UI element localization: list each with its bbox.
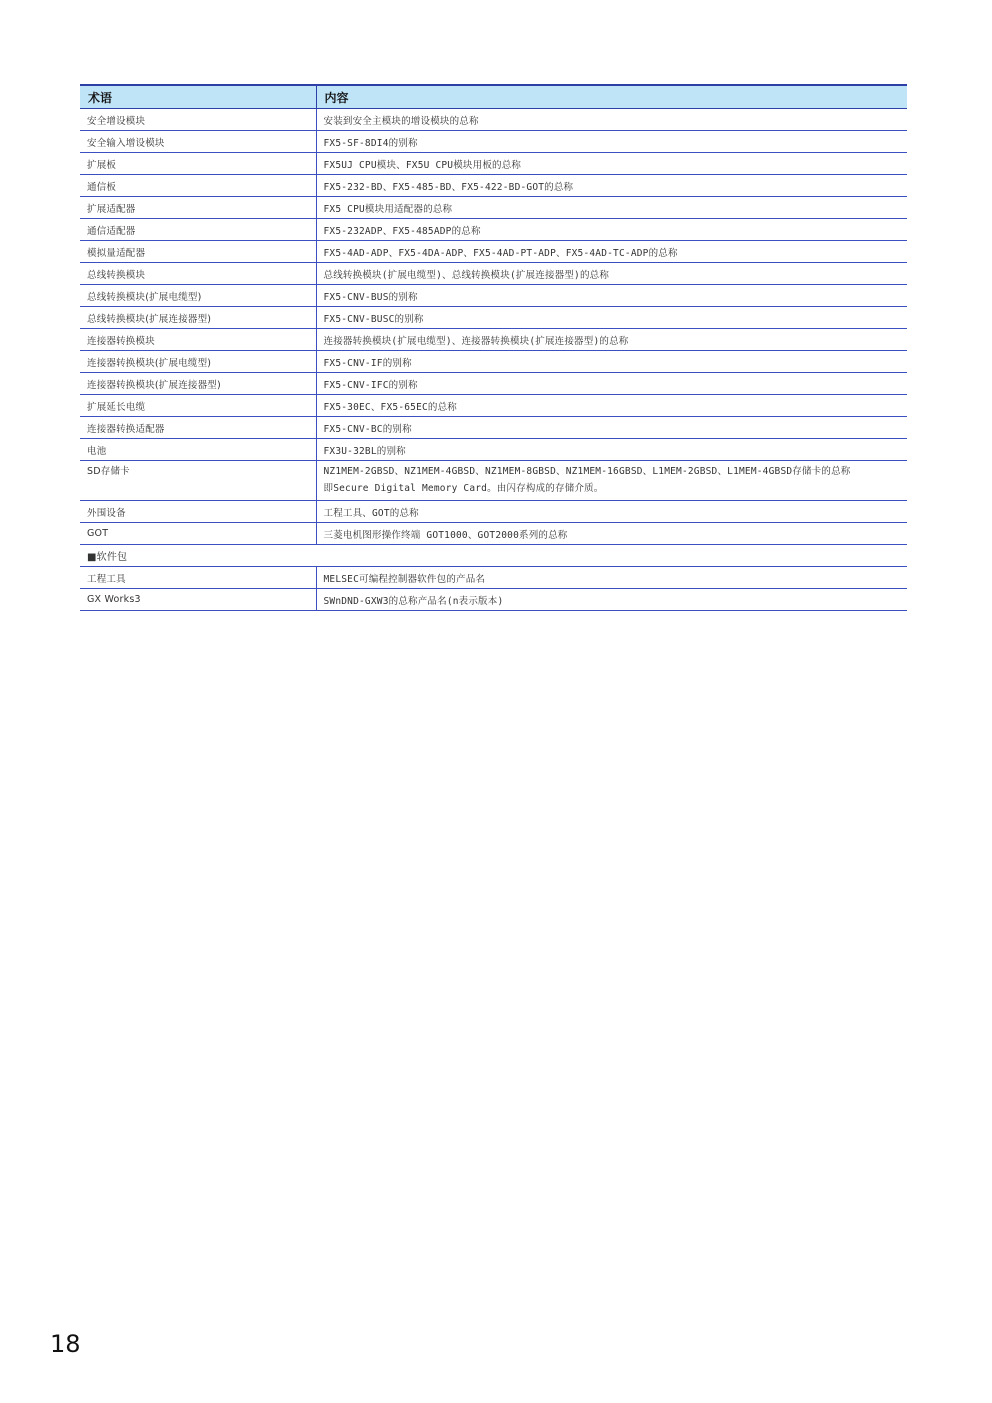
table-row <box>80 417 907 439</box>
description-cell <box>316 461 907 501</box>
table-row <box>80 263 907 285</box>
term-cell: 扩展延长电缆 <box>80 395 316 417</box>
term-cell: 连接器转换模块 <box>80 329 316 351</box>
table-row <box>80 589 907 611</box>
description-cell: 总线转换模块(扩展电缆型)、总线转换模块(扩展连接器型)的总称 <box>316 263 907 285</box>
section-heading: ■软件包 <box>80 545 907 567</box>
description-cell: FX3U-32BL的别称 <box>316 439 907 461</box>
glossary-table <box>80 84 907 611</box>
term-cell: 扩展适配器 <box>80 197 316 219</box>
term-cell: 模拟量适配器 <box>80 241 316 263</box>
table-row <box>80 373 907 395</box>
section-heading-row <box>80 545 907 567</box>
table-row <box>80 131 907 153</box>
description-cell: FX5-CNV-BC的别称 <box>316 417 907 439</box>
term-cell: 电池 <box>80 439 316 461</box>
term-cell: 连接器转换模块(扩展电缆型) <box>80 351 316 373</box>
table-row <box>80 219 907 241</box>
term-cell: 连接器转换模块(扩展连接器型) <box>80 373 316 395</box>
term-cell: 安全输入增设模块 <box>80 131 316 153</box>
term-cell: 安全增设模块 <box>80 109 316 131</box>
term-cell: 扩展板 <box>80 153 316 175</box>
term-cell: GOT <box>80 523 316 545</box>
table-row <box>80 285 907 307</box>
term-cell: 工程工具 <box>80 567 316 589</box>
table-row <box>80 523 907 545</box>
description-cell: 工程工具、GOT的总称 <box>316 501 907 523</box>
description-cell: FX5 CPU模块用适配器的总称 <box>316 197 907 219</box>
description-cell: 安装到安全主模块的增设模块的总称 <box>316 109 907 131</box>
table-row <box>80 241 907 263</box>
table-row <box>80 109 907 131</box>
table-row <box>80 197 907 219</box>
description-cell: FX5-CNV-BUSC的别称 <box>316 307 907 329</box>
description-cell: MELSEC可编程控制器软件包的产品名 <box>316 567 907 589</box>
description-cell: FX5-232ADP、FX5-485ADP的总称 <box>316 219 907 241</box>
description-line: 即Secure Digital Memory Card。由闪存构成的存储介质。 <box>323 483 604 494</box>
table-header-row <box>80 85 907 109</box>
term-cell: 通信适配器 <box>80 219 316 241</box>
term-cell: 通信板 <box>80 175 316 197</box>
table-row <box>80 461 907 501</box>
table-row <box>80 567 907 589</box>
description-cell: SWnDND-GXW3的总称产品名(n表示版本) <box>316 589 907 611</box>
description-cell: 连接器转换模块(扩展电缆型)、连接器转换模块(扩展连接器型)的总称 <box>316 329 907 351</box>
table-row <box>80 329 907 351</box>
term-cell: 外围设备 <box>80 501 316 523</box>
description-line: NZ1MEM-2GBSD、NZ1MEM-4GBSD、NZ1MEM-8GBSD、NZ1MEM-16GBSD、L1MEM-2GBSD、L1MEM-4GBSD存储卡的总称 <box>323 466 851 477</box>
description-cell: FX5-4AD-ADP、FX5-4DA-ADP、FX5-4AD-PT-ADP、FX5-4AD-TC-ADP的总称 <box>316 241 907 263</box>
term-cell: 总线转换模块 <box>80 263 316 285</box>
table-row <box>80 153 907 175</box>
term-column-header: 术语 <box>80 85 316 109</box>
term-cell: 总线转换模块(扩展电缆型) <box>80 285 316 307</box>
description-cell: FX5-CNV-IF的别称 <box>316 351 907 373</box>
table-row <box>80 307 907 329</box>
description-cell: FX5-CNV-IFC的别称 <box>316 373 907 395</box>
description-cell: 三菱电机图形操作终端 GOT1000、GOT2000系列的总称 <box>316 523 907 545</box>
term-cell: SD存储卡 <box>80 461 316 501</box>
description-cell: FX5-CNV-BUS的别称 <box>316 285 907 307</box>
table-row <box>80 501 907 523</box>
table-row <box>80 395 907 417</box>
description-column-header: 内容 <box>316 85 907 109</box>
page-number: 18 <box>50 1330 81 1358</box>
table-row <box>80 439 907 461</box>
description-cell: FX5-30EC、FX5-65EC的总称 <box>316 395 907 417</box>
description-cell: FX5-SF-8DI4的别称 <box>316 131 907 153</box>
table-row <box>80 351 907 373</box>
term-cell: 连接器转换适配器 <box>80 417 316 439</box>
description-cell: FX5UJ CPU模块、FX5U CPU模块用板的总称 <box>316 153 907 175</box>
table-row <box>80 175 907 197</box>
term-cell: GX Works3 <box>80 589 316 611</box>
description-cell: FX5-232-BD、FX5-485-BD、FX5-422-BD-GOT的总称 <box>316 175 907 197</box>
term-cell: 总线转换模块(扩展连接器型) <box>80 307 316 329</box>
